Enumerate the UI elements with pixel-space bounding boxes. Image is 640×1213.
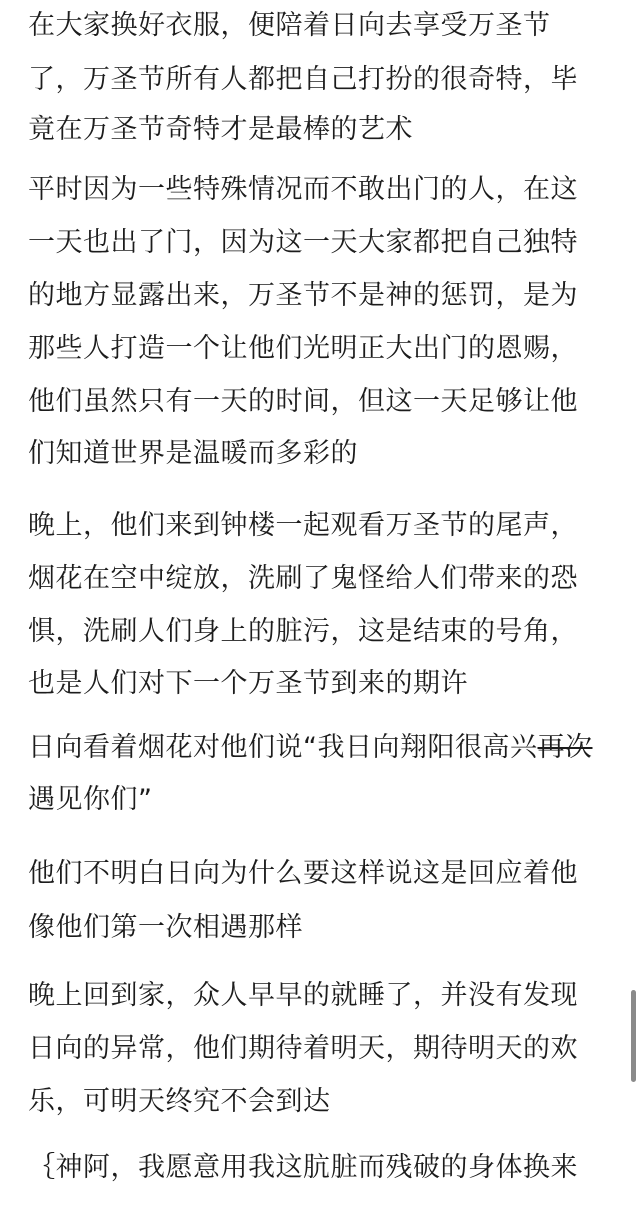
paragraph-4-line-1-text: 日向看着烟花对他们说“我日向翔阳很高兴 [28,732,538,763]
paragraph-4-line-2: 遇见你们” [28,784,153,815]
paragraph-3-line-3: 惧，洗刷人们身上的脏污，这是结束的号角， [28,616,578,647]
paragraph-3-line-4: 也是人们对下一个万圣节到来的期许 [28,668,468,699]
paragraph-1-line-2: 了，万圣节所有人都把自己打扮的很奇特，毕 [28,64,578,95]
paragraph-2-line-1: 平时因为一些特殊情况而不敢出门的人，在这 [28,174,578,205]
paragraph-5-line-2: 像他们第一次相遇那样 [28,912,303,943]
paragraph-4-line-1 [28,730,593,766]
paragraph-5-line-1: 他们不明白日向为什么要这样说这是回应着他 [28,858,578,889]
paragraph-3-line-1: 晚上，他们来到钟楼一起观看万圣节的尾声， [28,510,578,541]
paragraph-6-line-1: 晚上回到家，众人早早的就睡了，并没有发现 [28,980,578,1011]
paragraph-6-line-3: 乐，可明天终究不会到达 [28,1086,331,1117]
paragraph-6-line-2: 日向的异常，他们期待着明天，期待明天的欢 [28,1033,578,1064]
scrollbar-thumb[interactable] [631,990,636,1082]
paragraph-7-line-1: ｛神阿，我愿意用我这肮脏而残破的身体换来 [28,1152,578,1183]
paragraph-2-line-2: 一天也出了门，因为这一天大家都把自己独特 [28,227,578,258]
paragraph-3-line-2: 烟花在空中绽放，洗刷了鬼怪给人们带来的恐 [28,563,578,594]
paragraph-2-line-3: 的地方显露出来，万圣节不是神的惩罚，是为 [28,280,578,311]
paragraph-2-line-4: 那些人打造一个让他们光明正大出门的恩赐， [28,333,578,364]
struck-text: 再次 [537,732,593,763]
paragraph-2-line-5: 他们虽然只有一天的时间，但这一天足够让他 [28,386,578,417]
paragraph-1-line-1: 在大家换好衣服，便陪着日向去享受万圣节 [28,10,551,41]
paragraph-2-line-6: 们知道世界是温暖而多彩的 [28,438,358,469]
paragraph-1-line-3: 竟在万圣节奇特才是最棒的艺术 [28,114,413,145]
